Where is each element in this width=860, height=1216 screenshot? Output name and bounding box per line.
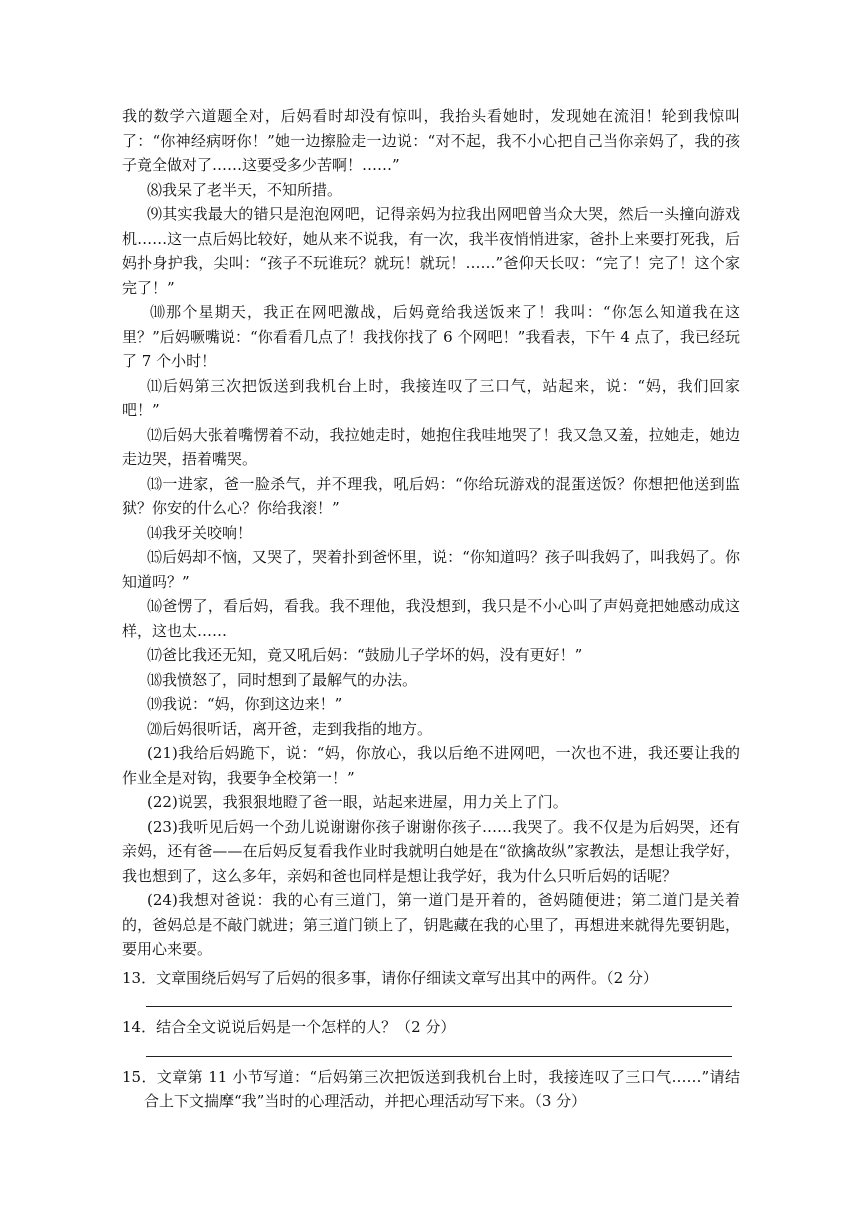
question-14: 14．结合全文说说后妈是一个怎样的人？（2 分） bbox=[122, 1018, 456, 1036]
paragraph-12: ⑿后妈大张着嘴愣着不动，我拉她走时，她抱住我哇地哭了！我又急又羞，拉她走，她边走边哭，捂着嘴哭。 bbox=[122, 425, 740, 468]
paragraph-11: ⑾后妈第三次把饭送到我机台上时，我接连叹了三口气，站起来，说：“妈，我们回家吧！” bbox=[122, 376, 740, 419]
paragraph-24: (24)我想对爸说：我的心有三道门，第一道门是开着的，爸妈随便进；第二道门是关着的，爸妈总是不敲门就进；第三道门锁上了，钥匙藏在我的心里了，再想进来就得先要钥匙，要用心来要。 bbox=[122, 891, 740, 958]
paragraph-8: ⑻我呆了老半天，不知所措。 bbox=[147, 180, 343, 199]
paragraph-23: (23)我听见后妈一个劲儿说谢谢你孩子谢谢你孩子……我哭了。我不仅是为后妈哭，还有亲妈，还有爸——在后妈反复看我作业时我就明白她是在“欲擒故纵”家教法，是想让我学好，我也想到了，这么多年，亲妈和爸也同样是想让我学好，我为什么只听后妈的话呢？ bbox=[122, 817, 740, 885]
reading-passage bbox=[122, 104, 740, 1114]
paragraph-7: 我的数学六道题全对，后妈看时却没有惊叫，我抬头看她时，发现她在流泪！轮到我惊叫了：“你神经病呀你！”她一边擦脸走一边说：“对不起，我不小心把自己当你亲妈了，我的孩子竟全做对了……这要受多少苦啊！……” bbox=[122, 107, 740, 174]
paragraph-10: ⑽那个星期天，我正在网吧激战，后妈竟给我送饭来了！我叫：“你怎么知道我在这里？”后妈噘嘴说：“你看看几点了！我找你找了 6 个网吧！”我看表，下午 4 点了，我已经玩了 7 个小时！ bbox=[122, 303, 740, 370]
paragraph-18: ⒅我愤怒了，同时想到了最解气的办法。 bbox=[147, 670, 418, 689]
paragraph-13: ⒀一进家，爸一脸杀气，并不理我，吼后妈：“你给玩游戏的混蛋送饭？你想把他送到监狱？你安的什么心？你给我滚！” bbox=[122, 474, 740, 517]
question-15: 15．文章第 11 小节写道：“后妈第三次把饭送到我机台上时，我接连叹了三口气……”请结合上下文揣摩“我”当时的心理活动，并把心理活动写下来。（3 分） bbox=[122, 1067, 740, 1110]
paragraph-19: ⒆我说：“妈，你到这边来！” bbox=[147, 695, 343, 713]
paragraph-21: (21)我给后妈跪下，说：“妈，你放心，我以后绝不进网吧，一次也不进，我还要让我的作业全是对钩，我要争全校第一！” bbox=[122, 744, 740, 787]
paragraph-15: ⒂后妈却不恼，又哭了，哭着扑到爸怀里，说：“你知道吗？孩子叫我妈了，叫我妈了。你知道吗？” bbox=[122, 548, 740, 591]
paragraph-17: ⒄爸比我还无知，竟又吼后妈：“鼓励儿子学坏的妈，没有更好！” bbox=[147, 646, 583, 664]
question-13: 13．文章围绕后妈写了后妈的很多事，请你仔细读文章写出其中的两件。（2 分） bbox=[122, 968, 658, 987]
answer-line-14[interactable] bbox=[146, 1056, 732, 1057]
paragraph-14: ⒁我牙关咬响！ bbox=[147, 523, 253, 542]
paragraph-20: ⒇后妈很听话，离开爸，走到我指的地方。 bbox=[147, 719, 433, 738]
paragraph-16: ⒃爸愣了，看后妈，看我。我不理他，我没想到，我只是不小心叫了声妈竟把她感动成这样，这也太…… bbox=[122, 597, 740, 640]
answer-line-13[interactable] bbox=[146, 1006, 732, 1007]
paragraph-9: ⑼其实我最大的错只是泡泡网吧，记得亲妈为拉我出网吧曾当众大哭，然后一头撞向游戏机……这一点后妈比较好，她从来不说我，有一次，我半夜悄悄进家，爸扑上来要打死我，后妈扑身护我，尖叫：“孩子不玩谁玩？就玩！就玩！……”爸仰天长叹：“完了！完了！这个家完了！” bbox=[122, 205, 740, 297]
paragraph-22: (22)说罢，我狠狠地瞪了爸一眼，站起来进屋，用力关上了门。 bbox=[147, 793, 568, 811]
